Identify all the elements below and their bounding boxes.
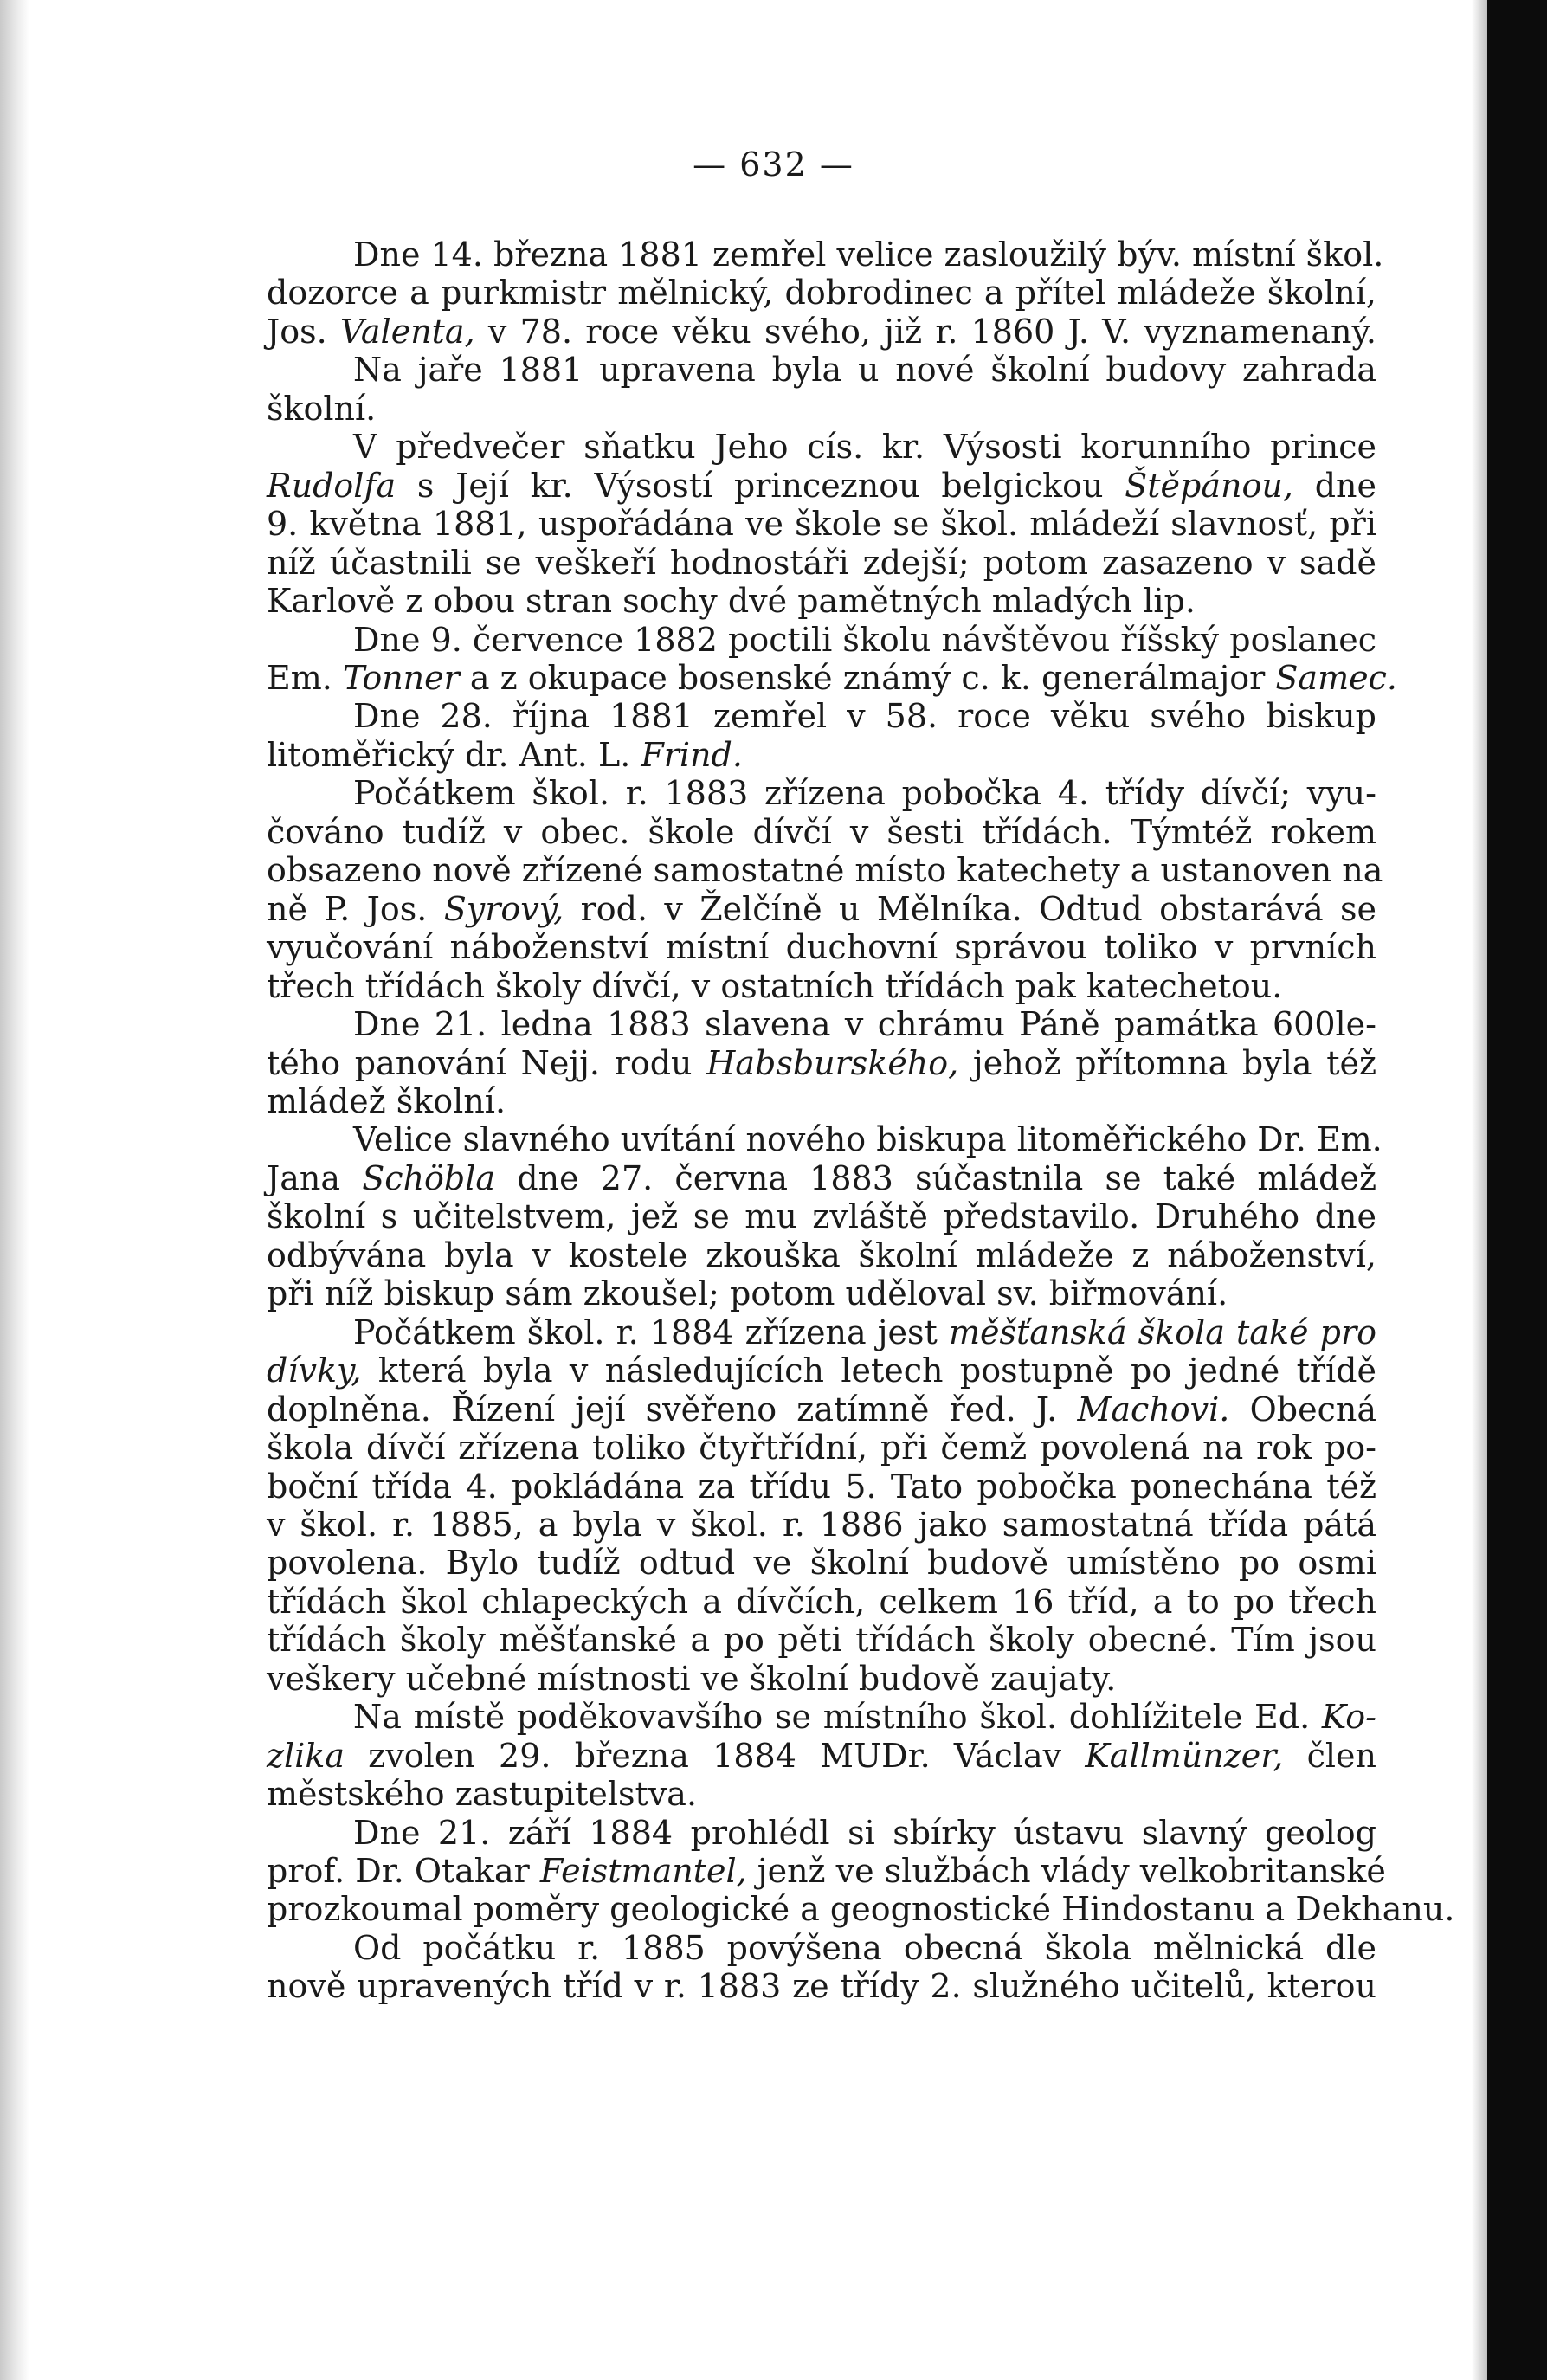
text-line: Počátkem škol. r. 1883 zřízena pobočka 4. třídy dívčí; vyu- [353, 774, 1376, 813]
text-line [267, 1698, 1376, 1736]
italic-name: Schöbla [362, 1158, 496, 1197]
text-line [267, 1737, 1376, 1775]
text-run: tého panování Nejj. rodu [267, 1043, 707, 1082]
scan-border-right [1487, 0, 1547, 2380]
scan-shadow-right [1472, 0, 1487, 2380]
page-number: — 632 — [693, 145, 854, 184]
paragraph [267, 774, 1383, 1005]
text-run: Počátkem škol. r. 1884 zřízena jest [353, 1313, 949, 1351]
text-line: vyučování náboženství místní duchovní správou toliko v prvních [267, 928, 1376, 967]
text-line: třídách škol chlapeckých a dívčích, celkem 16 tříd, a to po třech [267, 1582, 1376, 1621]
text-line: Dne 21. září 1884 prohlédl si sbírky ústavu slavný geolog [353, 1813, 1376, 1852]
text-line: V předvečer sňatku Jeho cís. kr. Výsosti korunního prince [353, 428, 1376, 467]
text-line: odbývána byla v kostele zkouška školní mládeže z náboženství, [267, 1235, 1376, 1274]
text-line [267, 736, 1376, 774]
paragraph [267, 1005, 1376, 1120]
text-run: s Její kr. Výsostí princeznou belgickou [396, 466, 1125, 505]
text-line: třídách školy měšťanské a po pěti třídách školy obecné. Tím jsou [267, 1621, 1376, 1660]
scan-shadow-left [0, 0, 29, 2380]
text-line: městského zastupitelstva. [267, 1775, 698, 1814]
text-line: třech třídách školy dívčí, v ostatních třídách pak katechetou. [267, 966, 1283, 1005]
text-line: povolena. Bylo tudíž odtud ve školní budově umístěno po osmi [267, 1544, 1376, 1583]
text-run: jenž ve službách vlády velkobritanské [746, 1852, 1386, 1891]
text-line: při níž biskup sám zkoušel; potom uděloval sv. biřmování. [267, 1274, 1228, 1313]
paragraph [267, 1813, 1455, 1929]
text-line: školní s učitelstvem, jež se mu zvláště představilo. Druhého dne [267, 1197, 1376, 1236]
italic-name: zlika [267, 1736, 345, 1775]
text-line [267, 1044, 1376, 1082]
text-run: litoměřický dr. Ant. L. [267, 735, 641, 774]
italic-name: Štěpánou, [1125, 466, 1293, 505]
text-line: obsazeno nově zřízené samostatné místo katechety a ustanoven na [267, 851, 1383, 890]
text-run: Em. [267, 658, 343, 697]
italic-name: měšťanská škola také pro [948, 1313, 1376, 1351]
text-line [267, 890, 1376, 928]
text-line: dozorce a purkmistr mělnický, dobrodinec a přítel mládeže školní, [267, 274, 1376, 313]
paragraph [267, 1929, 1376, 2006]
italic-name: Samec. [1275, 658, 1397, 697]
italic-name: Syrový, [443, 889, 564, 928]
text-run: prof. Dr. Otakar [267, 1852, 540, 1891]
text-line [267, 1351, 1376, 1390]
text-line: v škol. r. 1885, a byla v škol. r. 1886 jako samostatná třída pátá [267, 1505, 1376, 1544]
text-line: školní. [267, 389, 377, 428]
text-run: dne 27. června 1883 súčastnila se také mládež [495, 1158, 1376, 1197]
text-line: boční třída 4. pokládána za třídu 5. Tato pobočka ponechána též [267, 1467, 1376, 1506]
italic-name: dívky, [267, 1351, 362, 1390]
text-line [267, 1390, 1376, 1429]
italic-name: Kallmünzer, [1085, 1736, 1284, 1775]
italic-name: Frind. [641, 735, 743, 774]
text-line: Dne 28. října 1881 zemřel v 58. roce věku svého biskup [353, 697, 1376, 736]
text-run: Na místě poděkovavšího se místního škol. dohlížitele Ed. [353, 1698, 1322, 1737]
text-line: níž účastnili se veškeří hodnostáři zdejší; potom zasazeno v sadě [267, 543, 1376, 582]
italic-name: Valenta, [339, 312, 475, 351]
text-line: Velice slavného uvítání nového biskupa litoměřického Dr. Em. [353, 1120, 1383, 1159]
text-line: nově upravených tříd v r. 1883 ze třídy 2. služného učitelů, kterou [267, 1967, 1376, 2006]
text-run: zvolen 29. března 1884 MUDr. Václav [345, 1736, 1086, 1775]
text-line [267, 1852, 1386, 1891]
text-line [267, 1159, 1376, 1197]
text-run: v 78. roce věku svého, již r. 1860 J. V. vyznamenaný. [474, 312, 1376, 351]
text-line: veškery učebné místnosti ve školní budově zaujaty. [267, 1659, 1117, 1698]
paragraph [267, 1698, 1376, 1813]
text-run: ně P. Jos. [267, 889, 444, 928]
text-line: mládež školní. [267, 1081, 506, 1120]
text-run: rod. v Želčíně u Mělníka. Odtud obstarává se [564, 889, 1377, 928]
text-run: doplněna. Řízení její svěřeno zatímně řed. J. [267, 1390, 1078, 1429]
text-line [267, 1313, 1376, 1351]
text-line: Od počátku r. 1885 povýšena obecná škola mělnická dle [353, 1928, 1376, 1967]
text-line: čováno tudíž v obec. škole dívčí v šesti třídách. Týmtéž rokem [267, 812, 1376, 851]
text-line: Dne 21. ledna 1883 slavena v chrámu Páně památka 600le- [353, 1005, 1376, 1044]
text-run: Jos. [267, 312, 340, 351]
text-line: 9. května 1881, uspořádána ve škole se škol. mládeží slavnosť, při [267, 505, 1376, 544]
text-run: Obecná [1229, 1390, 1376, 1429]
text-line [267, 313, 1376, 351]
text-line [267, 658, 1397, 697]
text-run: Jana [267, 1158, 363, 1197]
page-text [267, 235, 1455, 2006]
paragraph [267, 620, 1397, 698]
text-run: a z okupace bosenské známý c. k. generálmajor [459, 658, 1276, 697]
paragraph [267, 235, 1384, 351]
italic-name: Feistmantel, [539, 1852, 747, 1891]
text-line: Karlově z obou stran sochy dvé pamětných mladých lip. [267, 582, 1196, 621]
italic-name: Habsburského, [706, 1043, 959, 1082]
text-line: Dne 9. července 1882 poctili školu návštěvou říšský poslanec [353, 620, 1376, 659]
text-line: prozkoumal poměry geologické a geognostické Hindostanu a Dekhanu. [267, 1890, 1455, 1929]
paragraph [267, 351, 1376, 428]
paragraph [267, 697, 1376, 774]
italic-name: Ko- [1321, 1698, 1376, 1737]
text-run: která byla v následujících letech postupně po jedné třídě [361, 1351, 1376, 1390]
text-line: Dne 14. března 1881 zemřel velice zasloužilý býv. místní škol. [353, 235, 1384, 274]
italic-name: Machovi. [1077, 1390, 1230, 1429]
italic-name: Rudolfa [267, 466, 396, 505]
text-run: dne [1292, 466, 1376, 505]
italic-name: Tonner [342, 658, 460, 697]
paragraph [267, 1313, 1376, 1699]
text-run: člen [1283, 1736, 1376, 1775]
text-line: škola dívčí zřízena toliko čtyřtřídní, při čemž povolená na rok po- [267, 1429, 1376, 1467]
text-run: jehož přítomna byla též [958, 1043, 1376, 1082]
text-line [267, 467, 1376, 505]
paragraph [267, 428, 1376, 620]
text-line: Na jaře 1881 upravena byla u nové školní budovy zahrada [353, 351, 1376, 390]
paragraph [267, 1120, 1383, 1313]
